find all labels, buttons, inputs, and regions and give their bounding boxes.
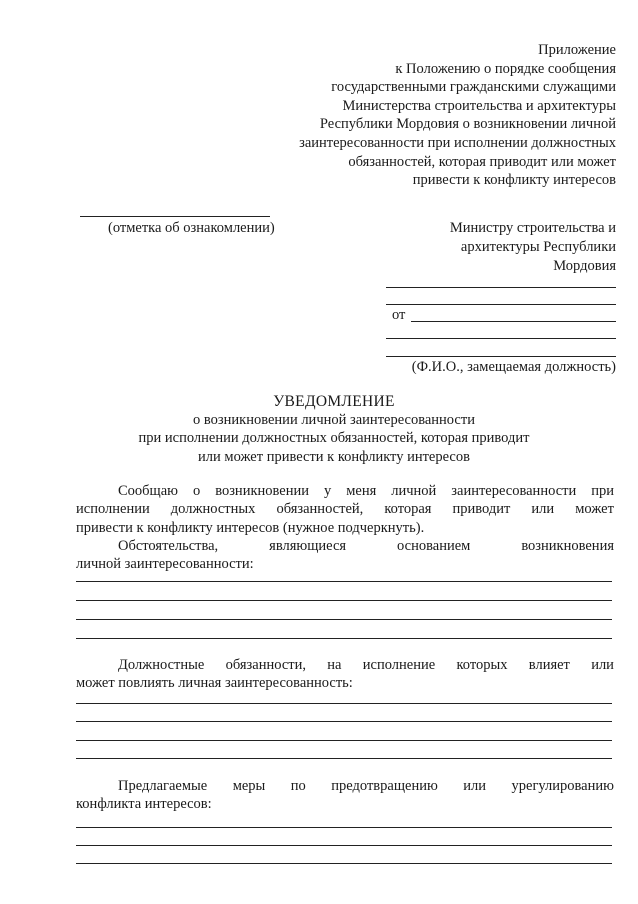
appendix-line: Республики Мордовия о возникновении личной <box>319 116 616 133</box>
duties-fill-line[interactable] <box>76 703 612 704</box>
addressee-line: Мордовия <box>553 258 616 274</box>
word: обязанности, <box>225 657 306 673</box>
word: влияет <box>528 657 570 673</box>
sender-fill-line[interactable] <box>386 304 616 305</box>
document-title: УВЕДОМЛЕНИЕ <box>273 393 395 410</box>
word: являющиеся <box>269 538 347 554</box>
duties-fill-line[interactable] <box>76 721 612 722</box>
word: обязанностей, <box>276 501 364 518</box>
word: предотвращению <box>331 778 438 794</box>
word: или <box>531 501 555 518</box>
sender-fill-line[interactable] <box>386 338 616 339</box>
word: или <box>591 657 614 673</box>
word: по <box>290 778 306 794</box>
addressee-line: архитектуры Республики <box>460 239 616 255</box>
word: у <box>323 483 332 499</box>
word: Обстоятельства, <box>118 538 219 554</box>
word: приводит <box>452 501 511 518</box>
sender-fill-line[interactable] <box>386 356 616 357</box>
circumstances-line: личной заинтересованности: <box>76 556 254 573</box>
word: или <box>463 778 487 794</box>
addressee-block <box>396 219 616 276</box>
measures-fill-line[interactable] <box>76 845 612 846</box>
appendix-line: Приложение <box>538 42 616 58</box>
word: Предлагаемые <box>118 778 208 794</box>
sender-name-fill-line[interactable] <box>411 321 616 322</box>
word: должностных <box>170 501 256 518</box>
document-title-block <box>60 393 608 466</box>
duties-line: может повлиять личная заинтересованность: <box>76 675 353 692</box>
word: которая <box>384 501 432 518</box>
appendix-line: привести к конфликту интересов <box>412 172 616 189</box>
word: при <box>591 483 614 499</box>
appendix-line: к Положению о порядке сообщения <box>395 60 616 77</box>
circumstances-line <box>76 537 614 555</box>
measures-fill-line[interactable] <box>76 827 612 828</box>
word: возникновения <box>521 538 614 554</box>
circumstances-fill-line[interactable] <box>76 638 612 639</box>
report-paragraph <box>76 482 614 537</box>
duties-line <box>76 656 614 674</box>
word: возникновении <box>215 483 309 499</box>
sender-fill-line[interactable] <box>386 287 616 288</box>
word: заинтересованности <box>451 483 577 499</box>
measures-line <box>76 777 614 795</box>
duties-paragraph <box>76 656 614 693</box>
word: Должностные <box>118 657 205 673</box>
word: на <box>327 657 342 673</box>
measures-line: конфликта интересов: <box>76 796 212 813</box>
duties-fill-line[interactable] <box>76 740 612 741</box>
word: исполнении <box>76 501 150 518</box>
circumstances-paragraph <box>76 537 614 574</box>
document-subtitle-line: при исполнении должностных обязанностей, которая приводит <box>138 430 530 447</box>
word: исполнение <box>362 657 436 673</box>
report-line <box>76 482 614 500</box>
word: меры <box>232 778 266 794</box>
report-line: привести к конфликту интересов (нужное подчеркнуть). <box>76 519 425 536</box>
document-subtitle-line: о возникновении личной заинтересованности <box>193 412 475 429</box>
circumstances-fill-line[interactable] <box>76 581 612 582</box>
appendix-line: государственными гражданскими служащими <box>331 79 616 96</box>
measures-paragraph <box>76 777 614 814</box>
word: личной <box>391 483 437 499</box>
duties-fill-line[interactable] <box>76 758 612 759</box>
fio-caption: (Ф.И.О., замещаемая должность) <box>411 359 616 375</box>
report-line <box>76 500 614 518</box>
document-subtitle-line: или может привести к конфликту интересов <box>198 448 470 465</box>
word: которых <box>456 657 508 673</box>
measures-fill-line[interactable] <box>76 863 612 864</box>
word: меня <box>346 483 377 499</box>
appendix-header <box>256 41 616 190</box>
from-label: от <box>392 307 406 323</box>
word: урегулированию <box>511 778 614 794</box>
word: может <box>575 501 614 518</box>
circumstances-fill-line[interactable] <box>76 600 612 601</box>
addressee-line: Министру строительства и <box>449 220 616 236</box>
acknowledgement-caption: (отметка об ознакомлении) <box>108 220 275 236</box>
word: основанием <box>397 538 471 554</box>
word: Сообщаю <box>118 483 178 499</box>
appendix-line: Министерства строительства и архитектуры <box>342 97 616 114</box>
appendix-line: заинтересованности при исполнении должностных <box>299 134 616 151</box>
acknowledgement-signature-line[interactable] <box>80 216 270 217</box>
word: о <box>192 483 201 499</box>
appendix-line: обязанностей, которая приводит или может <box>348 153 616 170</box>
circumstances-fill-line[interactable] <box>76 619 612 620</box>
